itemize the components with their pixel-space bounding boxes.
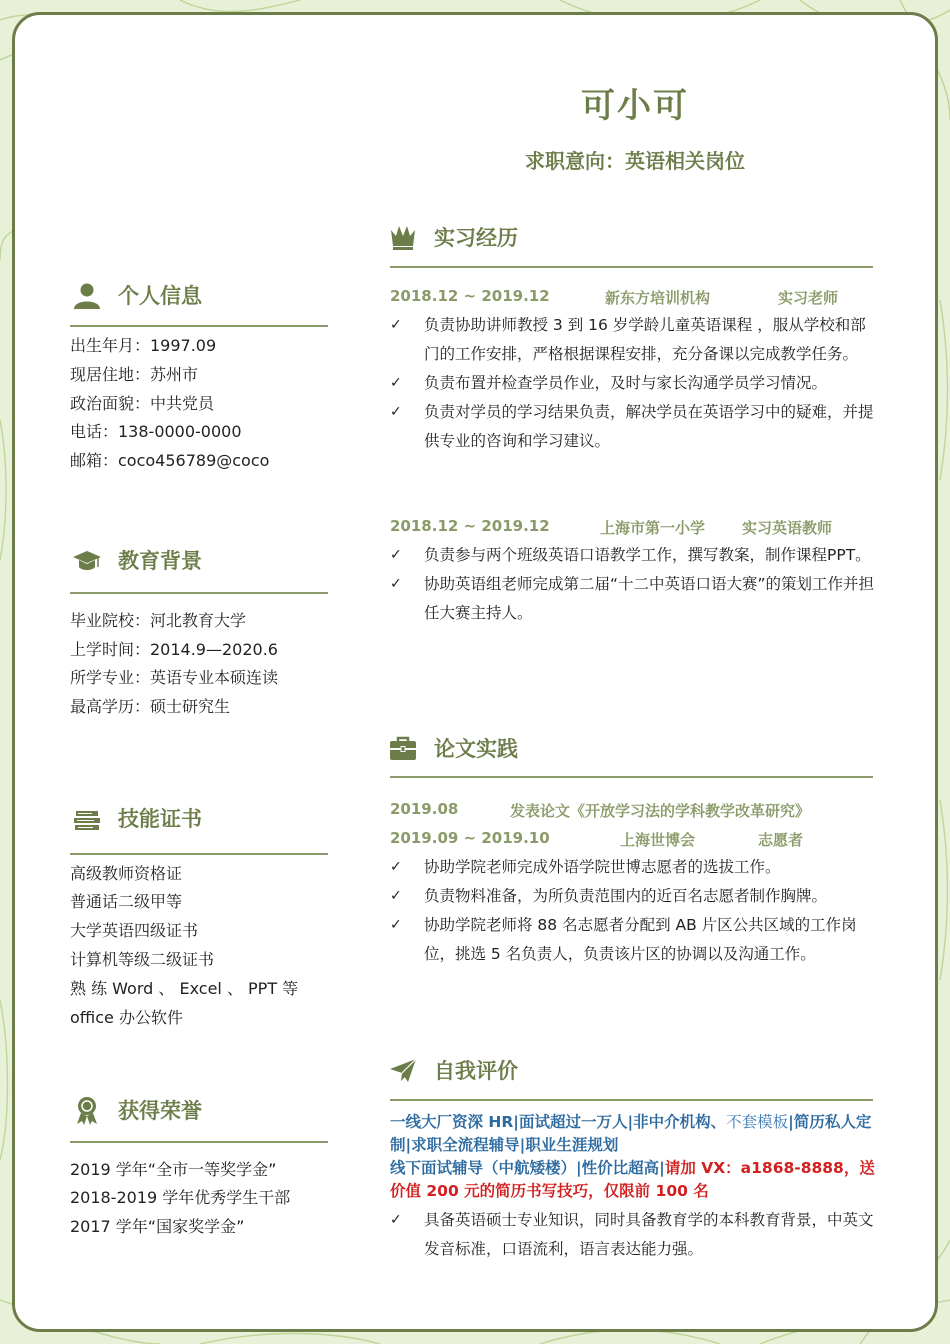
- skill-item: 熟 练 Word 、 Excel 、 PPT 等: [70, 979, 299, 998]
- job-2-duties: [390, 541, 875, 628]
- skill-item: 高级教师资格证: [70, 864, 183, 883]
- list-item: ✓ 负责对学员的学习结果负责，解决学员在英语学习中的疑难，并提供专业的咨询和学习建议。: [390, 398, 875, 456]
- residence: 现居住地：苏州市: [70, 365, 199, 384]
- phone: 电话：138-0000-0000: [70, 422, 242, 441]
- job-2-org: 上海市第一小学: [600, 519, 706, 537]
- school: 毕业院校：河北教育大学: [70, 611, 247, 630]
- promo-text-part: |简历私人定制|求职全流程辅导|职业生涯规划: [390, 1113, 872, 1154]
- divider: [390, 1099, 873, 1101]
- job-1-header: [0, 287, 950, 307]
- section-education-header: [72, 545, 202, 575]
- political-status: 政治面貌：中共党员: [70, 394, 215, 413]
- honor-item: 2019 学年“全市一等奖学金”: [70, 1160, 277, 1179]
- list-item: ✓ 具备英语硕士专业知识，同时具备教育学的本科教育背景，中英文发音标准，口语流利，语言表达能力强。: [390, 1206, 875, 1264]
- section-internship-header: [388, 222, 518, 252]
- promo-text-part: 线下面试辅导（中航矮楼）|性价比超高|: [390, 1159, 665, 1177]
- section-internship-title: 实习经历: [434, 226, 518, 250]
- paper-title: 发表论文《开放学习法的学科教学改革研究》: [510, 802, 811, 820]
- promo-contact: 请加 VX：a1868-8888，送价值 200 元的简历书写技巧，仅限前 100 名: [390, 1159, 875, 1200]
- section-skills-title: 技能证书: [118, 807, 202, 831]
- job-1-org: 新东方培训机构: [605, 289, 711, 307]
- volunteer-role: 志愿者: [758, 831, 804, 849]
- divider: [70, 1141, 328, 1143]
- job-2-header: [0, 517, 950, 537]
- job-2-period: 2018.12 ~ 2019.12: [390, 517, 550, 535]
- section-honors-title: 获得荣誉: [118, 1099, 202, 1123]
- divider: [70, 592, 328, 594]
- volunteer-org: 上海世博会: [620, 831, 696, 849]
- list-item: ✓ 负责物料准备，为所负责范围内的近百名志愿者制作胸牌。: [390, 882, 875, 911]
- list-item: ✓ 负责参与两个班级英语口语教学工作，撰写教案，制作课程PPT。: [390, 541, 875, 570]
- job-1-duties: [390, 311, 875, 456]
- list-item: ✓ 协助学院老师完成外语学院世博志愿者的选拔工作。: [390, 853, 875, 882]
- briefcase-icon: [388, 733, 418, 763]
- section-self-header: [388, 1055, 518, 1085]
- paper-header: [0, 800, 950, 820]
- section-thesis-title: 论文实践: [434, 737, 518, 761]
- volunteer-period: 2019.09 ~ 2019.10: [390, 829, 550, 847]
- crown-icon: [388, 222, 418, 252]
- paper-plane-icon: [388, 1055, 418, 1085]
- skill-item: 计算机等级二级证书: [70, 950, 215, 969]
- section-personal-title: 个人信息: [118, 284, 202, 308]
- job-1-period: 2018.12 ~ 2019.12: [390, 287, 550, 305]
- job-intent: 求职意向：英语相关岗位: [525, 149, 745, 173]
- divider: [390, 776, 873, 778]
- promo-text-part: 不套模板: [726, 1113, 789, 1131]
- job-1-role: 实习老师: [778, 289, 839, 307]
- degree: 最高学历：硕士研究生: [70, 697, 231, 716]
- skill-item: 普通话二级甲等: [70, 892, 183, 911]
- email: 邮箱：coco456789@coco: [70, 451, 270, 470]
- skill-item: 大学英语四级证书: [70, 921, 199, 940]
- honor-item: 2017 学年“国家奖学金”: [70, 1217, 245, 1236]
- section-education-title: 教育背景: [118, 549, 202, 573]
- honor-item: 2018-2019 学年优秀学生干部: [70, 1188, 291, 1207]
- medal-icon: [72, 1095, 102, 1125]
- candidate-name: 可小可: [581, 86, 689, 126]
- study-period: 上学时间：2014.9—2020.6: [70, 640, 278, 659]
- graduation-cap-icon: [72, 545, 102, 575]
- list-item: ✓ 协助学院老师将 88 名志愿者分配到 AB 片区公共区域的工作岗位，挑选 5 名负责人，负责该片区的协调以及沟通工作。: [390, 911, 875, 969]
- paper-date: 2019.08: [390, 800, 459, 818]
- list-item: ✓ 负责协助讲师教授 3 到 16 岁学龄儿童英语课程 ，服从学校和部门的工作安排，严格根据课程安排，充分备课以完成教学任务。: [390, 311, 875, 369]
- volunteer-duties: [390, 853, 875, 969]
- major: 所学专业：英语专业本硕连读: [70, 668, 279, 687]
- promo-text: [390, 1111, 875, 1203]
- skill-item: office 办公软件: [70, 1008, 183, 1027]
- promo-text-part: 一线大厂资深 HR|面试超过一万人|非中介机构、: [390, 1113, 727, 1131]
- section-self-title: 自我评价: [434, 1059, 518, 1083]
- section-thesis-header: [388, 733, 518, 763]
- self-evaluation: [390, 1206, 875, 1264]
- divider: [390, 266, 873, 268]
- list-item: ✓ 协助英语组老师完成第二届“十二中英语口语大赛”的策划工作并担任大赛主持人。: [390, 570, 875, 628]
- job-2-role: 实习英语教师: [742, 519, 833, 537]
- divider: [70, 853, 328, 855]
- divider: [70, 325, 328, 327]
- volunteer-header: [0, 829, 950, 849]
- birth-date: 出生年月：1997.09: [70, 336, 217, 355]
- section-honors-header: [72, 1095, 202, 1125]
- list-item: ✓ 负责布置并检查学员作业，及时与家长沟通学员学习情况。: [390, 369, 875, 398]
